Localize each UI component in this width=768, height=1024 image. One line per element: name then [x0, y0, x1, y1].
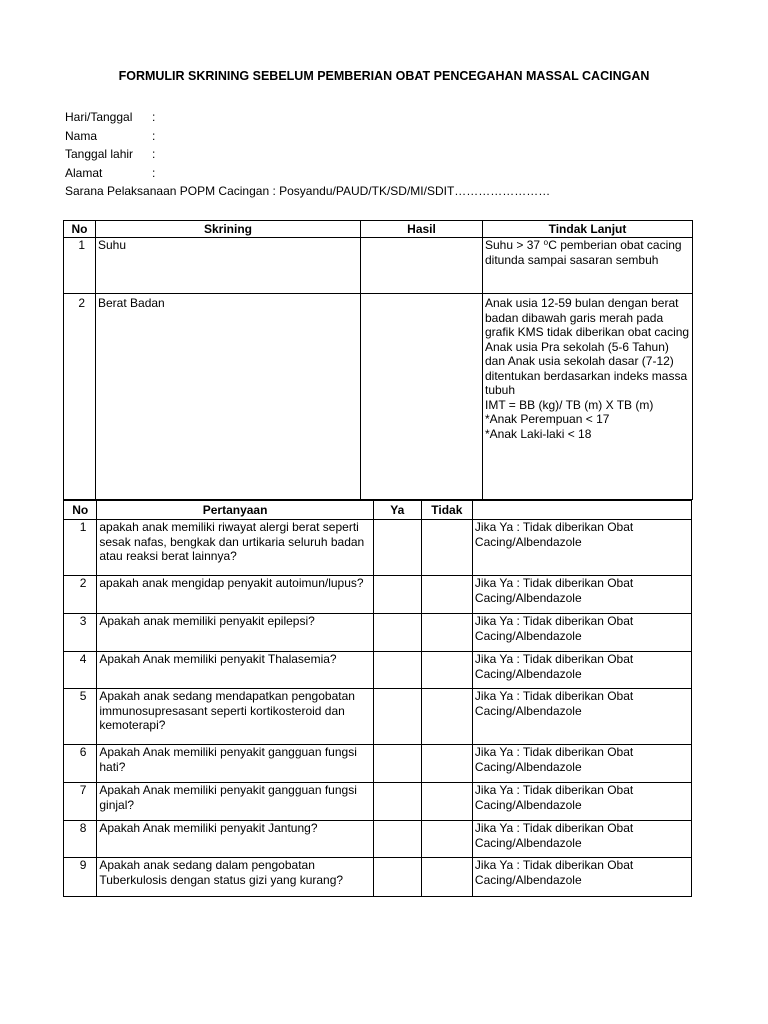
question-text: Apakah anak sedang mendapatkan pengobatan immunosupresasant seperti kortikosteroid dan kemoterapi? — [97, 689, 373, 745]
tidak-checkbox-cell[interactable] — [421, 689, 472, 745]
question-text: Apakah Anak memiliki penyakit Thalasemia? — [97, 652, 373, 689]
table-row — [64, 858, 692, 897]
tidak-checkbox-cell[interactable] — [421, 576, 472, 614]
field-hari-tanggal[interactable] — [65, 108, 550, 127]
table-row — [64, 745, 692, 783]
question-text: apakah anak memiliki riwayat alergi berat seperti sesak nafas, bengkak dan urtikaria seluruh badan atau reaksi berat lainnya? — [97, 520, 373, 576]
tidak-checkbox-cell[interactable] — [421, 858, 472, 897]
tindak-lanjut-cell: Jika Ya : Tidak diberikan Obat Cacing/Albendazole — [472, 520, 691, 576]
header-tindak-lanjut: Tindak Lanjut — [483, 221, 693, 238]
table-row — [64, 783, 692, 821]
table-row — [64, 520, 692, 576]
header-no: No — [64, 221, 96, 238]
row-number: 3 — [64, 614, 97, 652]
tidak-checkbox-cell[interactable] — [421, 783, 472, 821]
row-number: 6 — [64, 745, 97, 783]
question-table — [63, 500, 692, 897]
ya-checkbox-cell[interactable] — [373, 520, 421, 576]
row-number: 1 — [64, 238, 96, 294]
ya-checkbox-cell[interactable] — [373, 689, 421, 745]
table-row — [64, 294, 693, 500]
tindak-lanjut-cell: Jika Ya : Tidak diberikan Obat Cacing/Albendazole — [472, 783, 691, 821]
tindak-lanjut-cell: Jika Ya : Tidak diberikan Obat Cacing/Albendazole — [472, 689, 691, 745]
field-label: Tanggal lahir — [65, 147, 134, 161]
table-row — [64, 689, 692, 745]
tidak-checkbox-cell[interactable] — [421, 614, 472, 652]
field-label: Nama — [65, 128, 98, 143]
question-text: Apakah Anak memiliki penyakit gangguan fungsi ginjal? — [97, 783, 373, 821]
field-separator: : — [152, 165, 156, 180]
screening-item: Suhu — [96, 238, 361, 294]
row-number: 2 — [64, 294, 96, 500]
row-number: 4 — [64, 652, 97, 689]
tidak-checkbox-cell[interactable] — [421, 745, 472, 783]
ya-checkbox-cell[interactable] — [373, 821, 421, 858]
header-pertanyaan: Pertanyaan — [97, 501, 373, 520]
header-hasil: Hasil — [361, 221, 483, 238]
table-row — [64, 652, 692, 689]
table-row — [64, 576, 692, 614]
ya-checkbox-cell[interactable] — [373, 576, 421, 614]
tindak-lanjut-cell: Suhu > 37 ⁰C pemberian obat cacing ditunda sampai sasaran sembuh — [483, 238, 693, 294]
tindak-lanjut-cell: Jika Ya : Tidak diberikan Obat Cacing/Albendazole — [472, 858, 691, 897]
field-label: Hari/Tanggal — [65, 110, 133, 124]
header-ya: Ya — [373, 501, 421, 520]
tindak-lanjut-cell: Anak usia 12-59 bulan dengan berat badan dibawah garis merah pada grafik KMS tidak diberikan obat cacing Anak usia Pra sekolah (5-6 Tahun) dan Anak usia sekolah dasar (7-12) ditentukan berdasarkan indeks massa tubuh IMT = BB (kg)/ TB (m) X TB (m) *Anak Perempuan < 17 *Anak Laki-laki < 18 — [483, 294, 693, 500]
header-no: No — [64, 501, 97, 520]
row-number: 8 — [64, 821, 97, 858]
field-label: Alamat — [65, 165, 103, 180]
ya-checkbox-cell[interactable] — [373, 614, 421, 652]
tindak-lanjut-cell: Jika Ya : Tidak diberikan Obat Cacing/Albendazole — [472, 821, 691, 858]
field-alamat[interactable] — [65, 164, 550, 183]
hasil-cell[interactable] — [361, 294, 483, 500]
header-tidak: Tidak — [421, 501, 472, 520]
hasil-cell[interactable] — [361, 238, 483, 294]
ya-checkbox-cell[interactable] — [373, 858, 421, 897]
table-row — [64, 821, 692, 858]
table-row — [64, 238, 693, 294]
field-separator: : — [152, 110, 156, 124]
question-text: Apakah anak sedang dalam pengobatan Tuberkulosis dengan status gizi yang kurang? — [97, 858, 373, 897]
question-text: Apakah anak memiliki penyakit epilepsi? — [97, 614, 373, 652]
table-header-row — [64, 501, 692, 520]
screening-item: Berat Badan — [96, 294, 361, 500]
field-nama[interactable] — [65, 127, 550, 146]
ya-checkbox-cell[interactable] — [373, 783, 421, 821]
field-separator: : — [152, 147, 156, 161]
tindak-lanjut-cell: Jika Ya : Tidak diberikan Obat Cacing/Albendazole — [472, 652, 691, 689]
row-number: 2 — [64, 576, 97, 614]
header-tindak-lanjut — [472, 501, 691, 520]
tindak-lanjut-cell: Jika Ya : Tidak diberikan Obat Cacing/Albendazole — [472, 745, 691, 783]
tindak-lanjut-cell: Jika Ya : Tidak diberikan Obat Cacing/Albendazole — [472, 614, 691, 652]
page-title: FORMULIR SKRINING SEBELUM PEMBERIAN OBAT PENCEGAHAN MASSAL CACINGAN — [118, 69, 650, 83]
ya-checkbox-cell[interactable] — [373, 652, 421, 689]
row-number: 5 — [64, 689, 97, 745]
ya-checkbox-cell[interactable] — [373, 745, 421, 783]
tidak-checkbox-cell[interactable] — [421, 652, 472, 689]
tidak-checkbox-cell[interactable] — [421, 520, 472, 576]
row-number: 9 — [64, 858, 97, 897]
field-separator: : — [152, 128, 156, 143]
header-skrining: Skrining — [96, 221, 361, 238]
identity-fields — [65, 108, 550, 201]
sarana-line: Sarana Pelaksanaan POPM Cacingan : Posyandu/PAUD/TK/SD/MI/SDIT…………………… — [65, 184, 551, 198]
tindak-lanjut-cell: Jika Ya : Tidak diberikan Obat Cacing/Albendazole — [472, 576, 691, 614]
table-row — [64, 614, 692, 652]
tidak-checkbox-cell[interactable] — [421, 821, 472, 858]
row-number: 1 — [64, 520, 97, 576]
field-tanggal-lahir[interactable] — [65, 145, 550, 164]
screening-table — [63, 220, 693, 500]
question-text: Apakah Anak memiliki penyakit gangguan fungsi hati? — [97, 745, 373, 783]
row-number: 7 — [64, 783, 97, 821]
table-header-row — [64, 221, 693, 238]
question-text: apakah anak mengidap penyakit autoimun/lupus? — [97, 576, 373, 614]
question-text: Apakah Anak memiliki penyakit Jantung? — [97, 821, 373, 858]
